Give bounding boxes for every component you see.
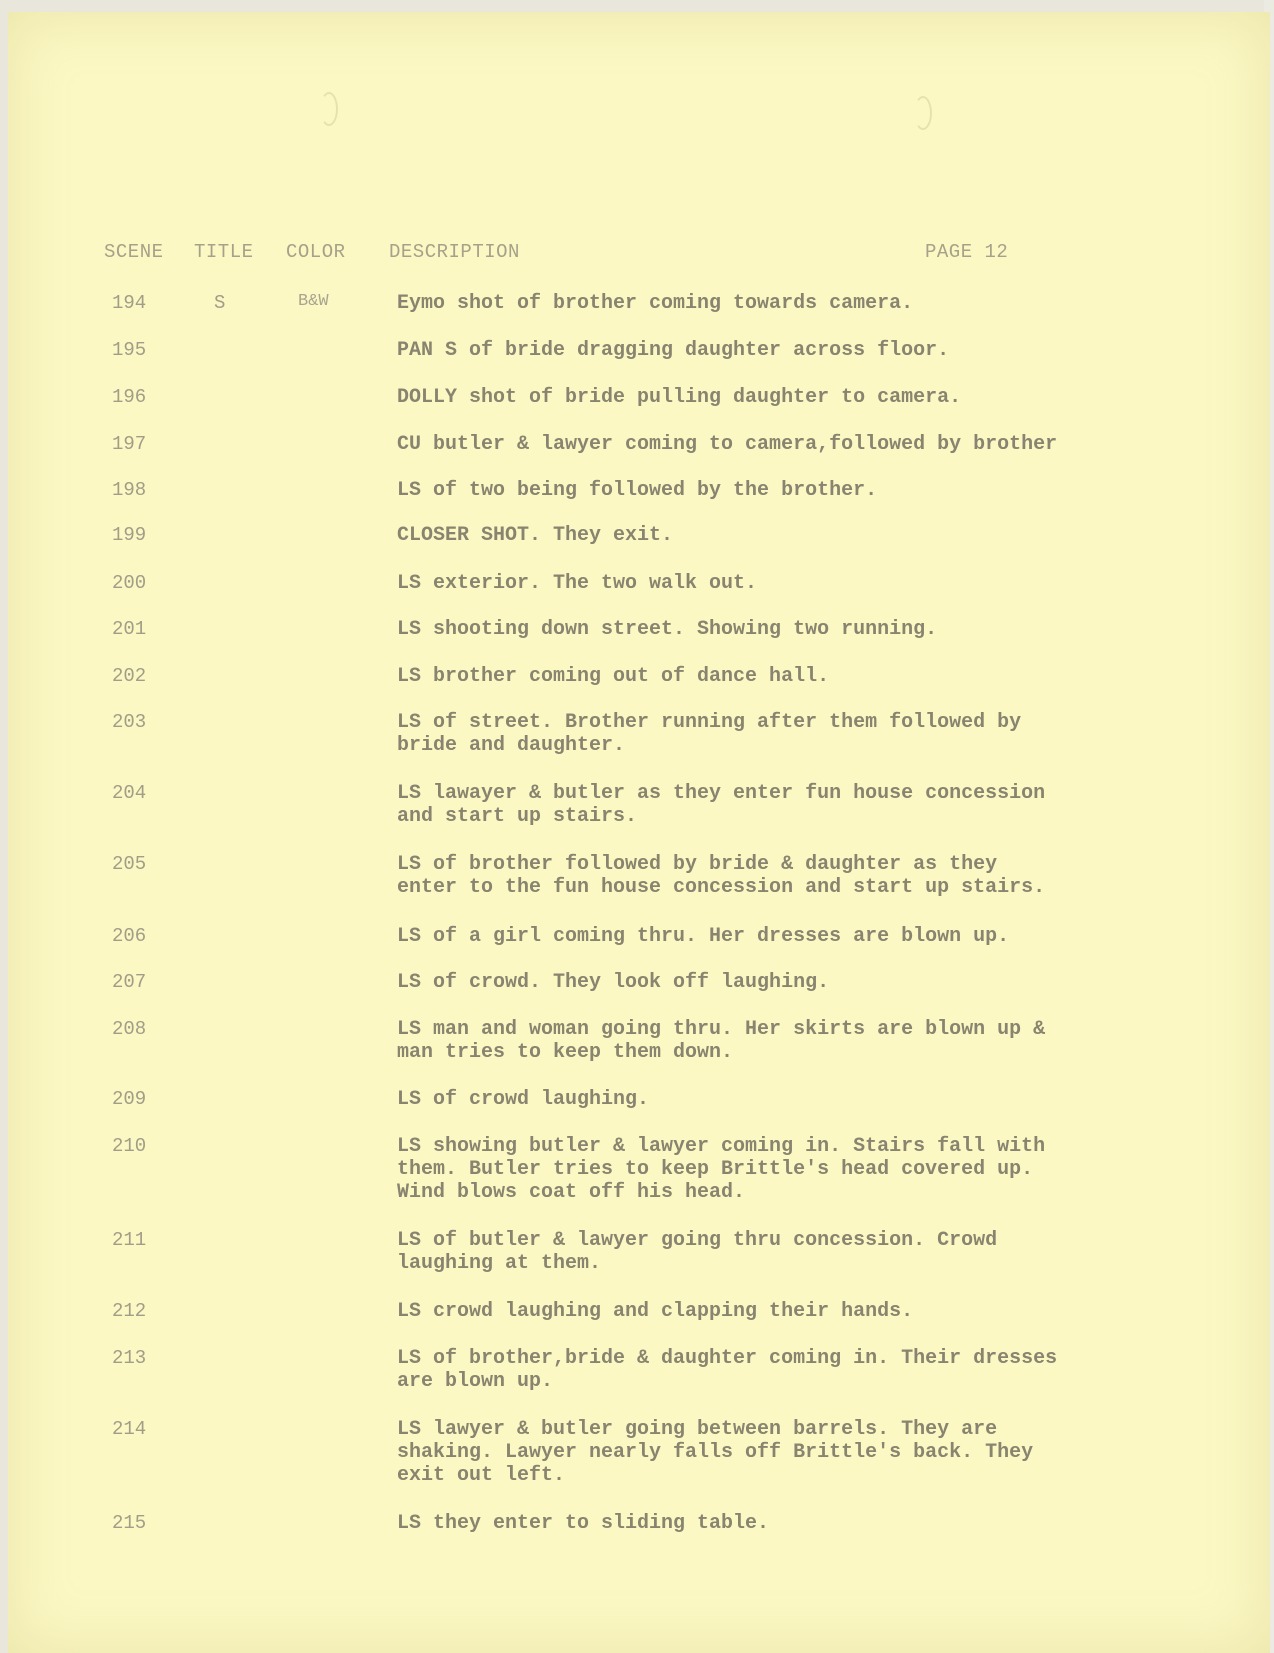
scene-number: 214 bbox=[112, 1418, 147, 1440]
scene-description: CU butler & lawyer coming to camera,followed by brother bbox=[397, 433, 1058, 456]
scene-description: DOLLY shot of bride pulling daughter to camera. bbox=[397, 386, 962, 409]
scene-description: LS shooting down street. Showing two running. bbox=[397, 618, 938, 641]
scene-number: 201 bbox=[112, 618, 147, 640]
scene-description: LS of two being followed by the brother. bbox=[397, 479, 878, 502]
header-scene: SCENE bbox=[104, 241, 164, 263]
scene-description: Eymo shot of brother coming towards camera. bbox=[397, 292, 914, 315]
scene-number: 207 bbox=[112, 971, 147, 993]
scene-description: LS they enter to sliding table. bbox=[397, 1512, 770, 1535]
header-color: COLOR bbox=[286, 241, 346, 263]
scene-number: 205 bbox=[112, 853, 147, 875]
document-page bbox=[8, 12, 1270, 1653]
header-title: TITLE bbox=[194, 241, 254, 263]
scene-number: 213 bbox=[112, 1347, 147, 1369]
scene-description: LS of brother followed by bride & daughter as they enter to the fun house concession and start up stairs. bbox=[397, 853, 1046, 899]
scene-number: 211 bbox=[112, 1229, 147, 1251]
scene-number: 199 bbox=[112, 524, 147, 546]
scene-description: LS lawayer & butler as they enter fun house concession and start up stairs. bbox=[397, 782, 1046, 828]
scene-description: PAN S of bride dragging daughter across floor. bbox=[397, 339, 950, 362]
scene-number: 212 bbox=[112, 1300, 147, 1322]
scene-number: 195 bbox=[112, 339, 147, 361]
scene-description: LS of a girl coming thru. Her dresses are blown up. bbox=[397, 925, 1010, 948]
scene-number: 196 bbox=[112, 386, 147, 408]
scene-number: 198 bbox=[112, 479, 147, 501]
scene-description: LS brother coming out of dance hall. bbox=[397, 665, 830, 688]
scene-description: LS of street. Brother running after them followed by bride and daughter. bbox=[397, 711, 1022, 757]
scene-color: B&W bbox=[298, 292, 329, 311]
scene-number: 209 bbox=[112, 1088, 147, 1110]
scene-number: 206 bbox=[112, 925, 147, 947]
scene-description: CLOSER SHOT. They exit. bbox=[397, 524, 674, 547]
scene-number: 203 bbox=[112, 711, 147, 733]
scene-description: LS exterior. The two walk out. bbox=[397, 572, 758, 595]
scene-description: LS of crowd laughing. bbox=[397, 1088, 650, 1111]
scene-number: 202 bbox=[112, 665, 147, 687]
scene-description: LS of crowd. They look off laughing. bbox=[397, 971, 830, 994]
header-description: DESCRIPTION bbox=[389, 241, 520, 263]
scene-number: 208 bbox=[112, 1018, 147, 1040]
scene-number: 200 bbox=[112, 572, 147, 594]
scene-number: 210 bbox=[112, 1135, 147, 1157]
scene-description: LS showing butler & lawyer coming in. Stairs fall with them. Butler tries to keep Brittle's head covered up. Wind blows coat off his head. bbox=[397, 1135, 1046, 1204]
scene-description: LS of brother,bride & daughter coming in. Their dresses are blown up. bbox=[397, 1347, 1058, 1393]
scene-number: 215 bbox=[112, 1512, 147, 1534]
scene-description: LS lawyer & butler going between barrels. They are shaking. Lawyer nearly falls off Brittle's back. They exit out left. bbox=[397, 1418, 1034, 1487]
page-number: PAGE 12 bbox=[925, 241, 1009, 263]
scene-title-code: S bbox=[214, 292, 226, 314]
scene-number: 204 bbox=[112, 782, 147, 804]
scene-number: 194 bbox=[112, 292, 147, 314]
shot-list bbox=[8, 12, 1270, 1653]
scene-description: LS man and woman going thru. Her skirts are blown up & man tries to keep them down. bbox=[397, 1018, 1046, 1064]
scene-number: 197 bbox=[112, 433, 147, 455]
scene-description: LS of butler & lawyer going thru concession. Crowd laughing at them. bbox=[397, 1229, 998, 1275]
scene-description: LS crowd laughing and clapping their hands. bbox=[397, 1300, 914, 1323]
